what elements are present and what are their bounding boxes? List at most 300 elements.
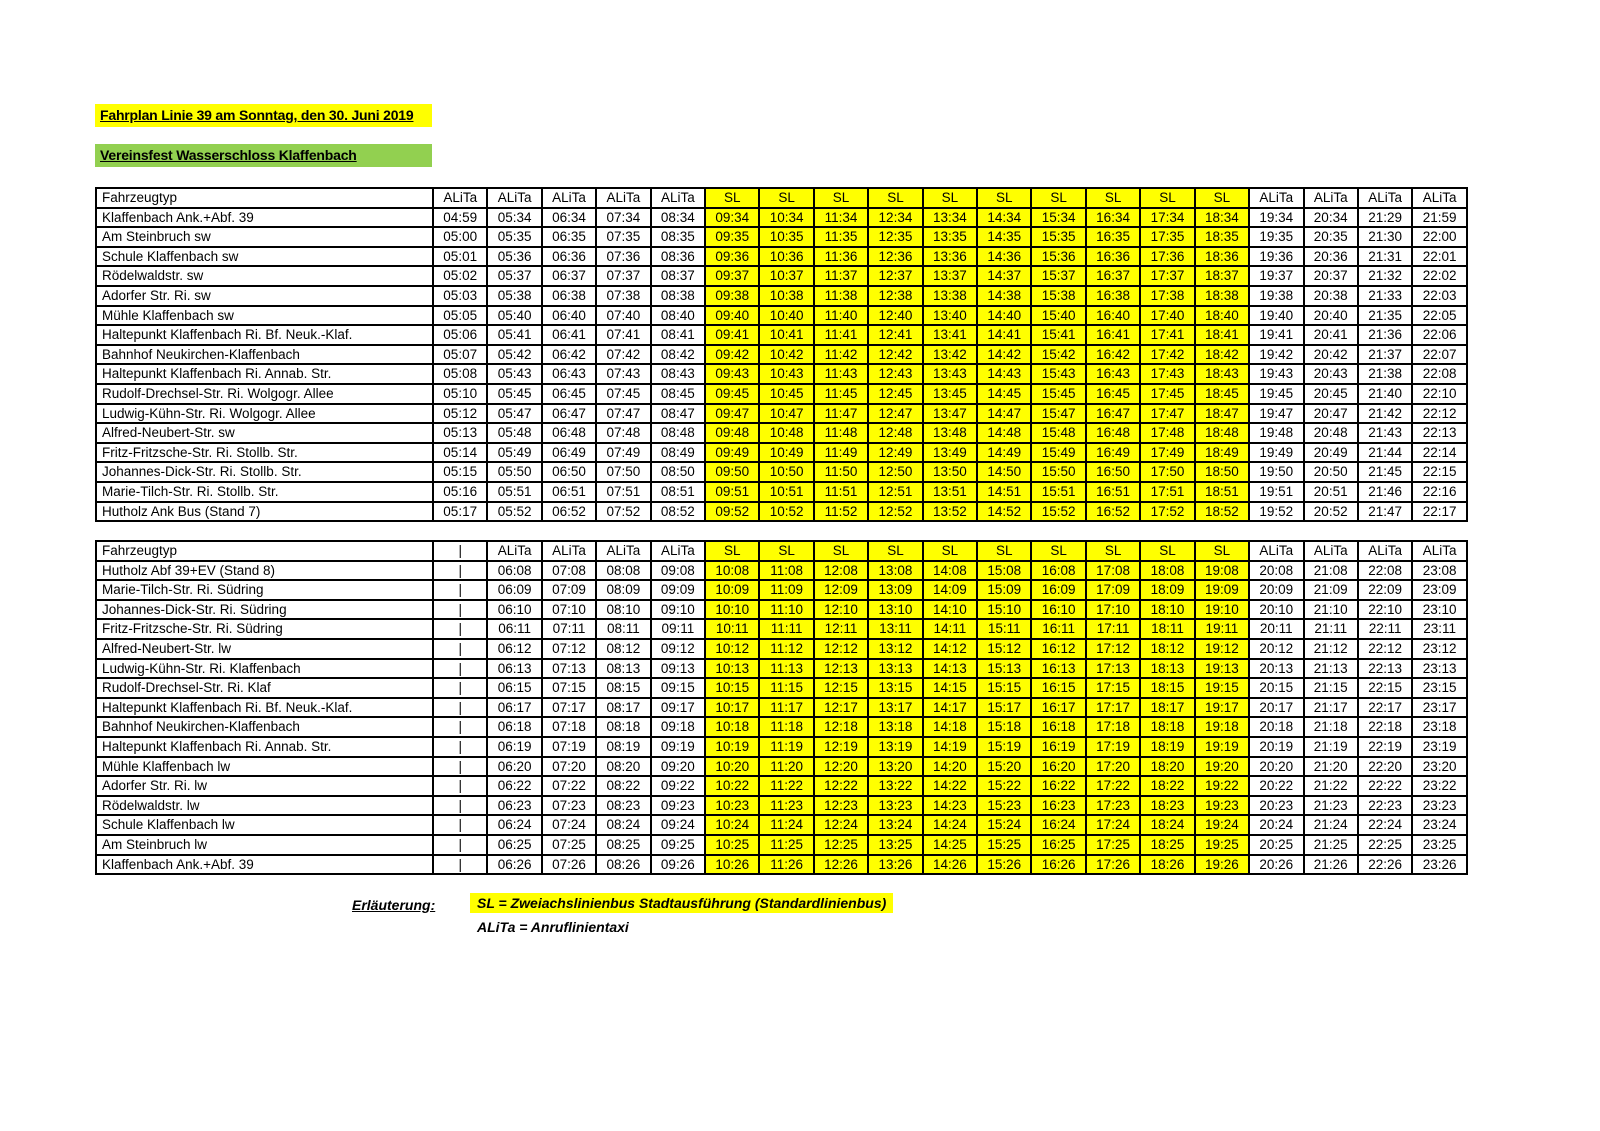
time-cell: 12:25	[814, 835, 868, 855]
time-cell: 20:43	[1304, 364, 1358, 384]
time-cell: 22:14	[1412, 443, 1467, 463]
time-cell: 17:43	[1140, 364, 1194, 384]
time-cell: 10:36	[759, 247, 813, 267]
time-cell: 18:52	[1195, 502, 1249, 522]
table-row	[96, 286, 1467, 306]
time-cell: 17:24	[1086, 815, 1140, 835]
table-row	[96, 462, 1467, 482]
time-cell: 15:15	[977, 678, 1031, 698]
time-cell: 15:26	[977, 855, 1031, 875]
time-cell: 08:19	[596, 737, 650, 757]
time-cell: 09:22	[651, 776, 705, 796]
time-cell: 20:50	[1304, 462, 1358, 482]
time-cell: 11:20	[759, 757, 813, 777]
time-cell: 19:47	[1249, 404, 1303, 424]
time-cell: 18:15	[1140, 678, 1194, 698]
time-cell: 16:26	[1031, 855, 1085, 875]
time-cell: 14:37	[977, 266, 1031, 286]
time-cell: 11:38	[814, 286, 868, 306]
table-row	[96, 678, 1467, 698]
time-cell: 22:08	[1412, 364, 1467, 384]
time-cell: 08:38	[651, 286, 705, 306]
time-cell: 21:17	[1304, 698, 1358, 718]
time-cell: 05:51	[487, 482, 541, 502]
time-cell: 21:22	[1304, 776, 1358, 796]
time-cell: 13:52	[923, 502, 977, 522]
time-cell: 13:41	[923, 325, 977, 345]
time-cell: 21:37	[1358, 345, 1412, 365]
time-cell: 10:08	[705, 561, 759, 581]
time-cell: 16:13	[1031, 659, 1085, 679]
time-cell: 22:07	[1412, 345, 1467, 365]
time-cell: 05:48	[487, 423, 541, 443]
table-row	[96, 423, 1467, 443]
time-cell: 07:49	[596, 443, 650, 463]
time-cell: 11:23	[759, 796, 813, 816]
time-cell: 06:09	[487, 580, 541, 600]
time-cell: 21:18	[1304, 717, 1358, 737]
time-cell: 08:40	[651, 306, 705, 326]
time-cell: 04:59	[433, 208, 487, 228]
time-cell: 09:47	[705, 404, 759, 424]
vehicle-type-col-header: SL	[1086, 188, 1140, 208]
time-cell: 11:25	[759, 835, 813, 855]
time-cell: 06:35	[542, 227, 596, 247]
time-cell: 08:41	[651, 325, 705, 345]
continuation-bar-cell: |	[433, 717, 487, 737]
time-cell: 12:19	[814, 737, 868, 757]
time-cell: 10:52	[759, 502, 813, 522]
time-cell: 23:08	[1412, 561, 1467, 581]
time-cell: 08:35	[651, 227, 705, 247]
time-cell: 05:45	[487, 384, 541, 404]
time-cell: 18:41	[1195, 325, 1249, 345]
time-cell: 23:17	[1412, 698, 1467, 718]
continuation-bar-cell: |	[433, 737, 487, 757]
time-cell: 06:13	[487, 659, 541, 679]
time-cell: 12:24	[814, 815, 868, 835]
time-cell: 14:09	[923, 580, 977, 600]
time-cell: 17:52	[1140, 502, 1194, 522]
time-cell: 09:36	[705, 247, 759, 267]
time-cell: 14:34	[977, 208, 1031, 228]
stop-name-cell: Adorfer Str. Ri. sw	[96, 286, 433, 306]
stop-name-cell: Hutholz Abf 39+EV (Stand 8)	[96, 561, 433, 581]
table-row	[96, 619, 1467, 639]
time-cell: 11:49	[814, 443, 868, 463]
vehicle-type-col-header: SL	[977, 188, 1031, 208]
time-cell: 21:25	[1304, 835, 1358, 855]
time-cell: 15:18	[977, 717, 1031, 737]
vehicle-type-col-header: SL	[1140, 541, 1194, 561]
time-cell: 10:11	[705, 619, 759, 639]
time-cell: 10:47	[759, 404, 813, 424]
time-cell: 15:40	[1031, 306, 1085, 326]
stop-name-cell: Mühle Klaffenbach lw	[96, 757, 433, 777]
time-cell: 05:36	[487, 247, 541, 267]
time-cell: 11:52	[814, 502, 868, 522]
time-cell: 18:37	[1195, 266, 1249, 286]
time-cell: 10:15	[705, 678, 759, 698]
time-cell: 06:24	[487, 815, 541, 835]
time-cell: 11:34	[814, 208, 868, 228]
time-cell: 09:19	[651, 737, 705, 757]
time-cell: 21:32	[1358, 266, 1412, 286]
time-cell: 13:22	[868, 776, 922, 796]
time-cell: 12:50	[868, 462, 922, 482]
time-cell: 08:13	[596, 659, 650, 679]
time-cell: 13:12	[868, 639, 922, 659]
time-cell: 09:11	[651, 619, 705, 639]
time-cell: 13:26	[868, 855, 922, 875]
time-cell: 10:48	[759, 423, 813, 443]
time-cell: 05:38	[487, 286, 541, 306]
time-cell: 06:26	[487, 855, 541, 875]
time-cell: 12:08	[814, 561, 868, 581]
time-cell: 07:11	[542, 619, 596, 639]
time-cell: 06:51	[542, 482, 596, 502]
time-cell: 21:47	[1358, 502, 1412, 522]
time-cell: 21:59	[1412, 208, 1467, 228]
time-cell: 21:12	[1304, 639, 1358, 659]
time-cell: 18:18	[1140, 717, 1194, 737]
time-cell: 12:10	[814, 600, 868, 620]
time-cell: 19:41	[1249, 325, 1303, 345]
time-cell: 14:13	[923, 659, 977, 679]
time-cell: 07:25	[542, 835, 596, 855]
time-cell: 15:47	[1031, 404, 1085, 424]
time-cell: 22:25	[1358, 835, 1412, 855]
time-cell: 20:19	[1249, 737, 1303, 757]
time-cell: 06:45	[542, 384, 596, 404]
time-cell: 13:15	[868, 678, 922, 698]
time-cell: 13:08	[868, 561, 922, 581]
time-cell: 11:36	[814, 247, 868, 267]
time-cell: 15:52	[1031, 502, 1085, 522]
time-cell: 12:42	[868, 345, 922, 365]
time-cell: 13:24	[868, 815, 922, 835]
time-cell: 10:35	[759, 227, 813, 247]
stop-name-cell: Adorfer Str. Ri. lw	[96, 776, 433, 796]
time-cell: 17:41	[1140, 325, 1194, 345]
time-cell: 14:50	[977, 462, 1031, 482]
stop-name-cell: Ludwig-Kühn-Str. Ri. Wolgogr. Allee	[96, 404, 433, 424]
vehicle-type-col-header: SL	[923, 541, 977, 561]
time-cell: 15:35	[1031, 227, 1085, 247]
time-cell: 09:23	[651, 796, 705, 816]
time-cell: 12:20	[814, 757, 868, 777]
time-cell: 13:40	[923, 306, 977, 326]
continuation-bar-cell: |	[433, 815, 487, 835]
time-cell: 18:48	[1195, 423, 1249, 443]
time-cell: 18:34	[1195, 208, 1249, 228]
stop-name-cell: Klaffenbach Ank.+Abf. 39	[96, 208, 433, 228]
vehicle-type-col-header: SL	[1195, 188, 1249, 208]
continuation-bar-cell: |	[433, 796, 487, 816]
time-cell: 06:17	[487, 698, 541, 718]
time-cell: 17:34	[1140, 208, 1194, 228]
table-row	[96, 345, 1467, 365]
time-cell: 11:42	[814, 345, 868, 365]
stop-name-cell: Johannes-Dick-Str. Ri. Südring	[96, 600, 433, 620]
time-cell: 13:36	[923, 247, 977, 267]
vehicle-type-col-header: ALiTa	[542, 188, 596, 208]
time-cell: 05:06	[433, 325, 487, 345]
time-cell: 17:51	[1140, 482, 1194, 502]
time-cell: 13:45	[923, 384, 977, 404]
table-row	[96, 835, 1467, 855]
time-cell: 19:09	[1195, 580, 1249, 600]
time-cell: 20:48	[1304, 423, 1358, 443]
time-cell: 15:11	[977, 619, 1031, 639]
time-cell: 20:49	[1304, 443, 1358, 463]
time-cell: 15:25	[977, 835, 1031, 855]
time-cell: 19:36	[1249, 247, 1303, 267]
time-cell: 14:35	[977, 227, 1031, 247]
time-cell: 15:23	[977, 796, 1031, 816]
continuation-bar-cell: |	[433, 855, 487, 875]
time-cell: 17:13	[1086, 659, 1140, 679]
time-cell: 07:26	[542, 855, 596, 875]
time-cell: 20:13	[1249, 659, 1303, 679]
time-cell: 06:23	[487, 796, 541, 816]
time-cell: 06:42	[542, 345, 596, 365]
time-cell: 10:40	[759, 306, 813, 326]
time-cell: 17:11	[1086, 619, 1140, 639]
time-cell: 18:20	[1140, 757, 1194, 777]
stop-name-cell: Schule Klaffenbach sw	[96, 247, 433, 267]
time-cell: 07:20	[542, 757, 596, 777]
time-cell: 14:43	[977, 364, 1031, 384]
time-cell: 12:26	[814, 855, 868, 875]
time-cell: 15:20	[977, 757, 1031, 777]
vehicle-type-col-header: SL	[1031, 188, 1085, 208]
time-cell: 07:17	[542, 698, 596, 718]
time-cell: 17:18	[1086, 717, 1140, 737]
time-cell: 22:09	[1358, 580, 1412, 600]
vehicle-type-col-header: ALiTa	[1358, 541, 1412, 561]
table-row	[96, 757, 1467, 777]
time-cell: 14:36	[977, 247, 1031, 267]
time-cell: 17:23	[1086, 796, 1140, 816]
time-cell: 20:25	[1249, 835, 1303, 855]
time-cell: 06:25	[487, 835, 541, 855]
time-cell: 14:25	[923, 835, 977, 855]
time-cell: 08:10	[596, 600, 650, 620]
time-cell: 14:40	[977, 306, 1031, 326]
time-cell: 19:51	[1249, 482, 1303, 502]
time-cell: 22:13	[1358, 659, 1412, 679]
time-cell: 18:23	[1140, 796, 1194, 816]
time-cell: 10:51	[759, 482, 813, 502]
time-cell: 07:36	[596, 247, 650, 267]
time-cell: 15:36	[1031, 247, 1085, 267]
time-cell: 19:23	[1195, 796, 1249, 816]
time-cell: 17:19	[1086, 737, 1140, 757]
time-cell: 19:38	[1249, 286, 1303, 306]
stop-name-cell: Fritz-Fritzsche-Str. Ri. Stollb. Str.	[96, 443, 433, 463]
stop-name-cell: Haltepunkt Klaffenbach Ri. Annab. Str.	[96, 364, 433, 384]
time-cell: 12:15	[814, 678, 868, 698]
vehicle-type-col-header: SL	[759, 188, 813, 208]
stop-name-cell: Alfred-Neubert-Str. sw	[96, 423, 433, 443]
time-cell: 11:50	[814, 462, 868, 482]
time-cell: 14:18	[923, 717, 977, 737]
time-cell: 06:47	[542, 404, 596, 424]
time-cell: 22:17	[1358, 698, 1412, 718]
stop-name-cell: Rödelwaldstr. lw	[96, 796, 433, 816]
time-cell: 18:35	[1195, 227, 1249, 247]
time-cell: 06:12	[487, 639, 541, 659]
table-row	[96, 600, 1467, 620]
time-cell: 17:12	[1086, 639, 1140, 659]
vehicle-type-col-header: SL	[814, 541, 868, 561]
table-row	[96, 776, 1467, 796]
time-cell: 22:23	[1358, 796, 1412, 816]
time-cell: 09:13	[651, 659, 705, 679]
time-cell: 20:38	[1304, 286, 1358, 306]
time-cell: 14:42	[977, 345, 1031, 365]
continuation-bar-cell: |	[433, 659, 487, 679]
stop-name-cell: Schule Klaffenbach lw	[96, 815, 433, 835]
time-cell: 05:35	[487, 227, 541, 247]
vehicle-type-col-header: ALiTa	[1304, 541, 1358, 561]
vehicle-type-col-header: ALiTa	[1304, 188, 1358, 208]
time-cell: 05:07	[433, 345, 487, 365]
time-cell: 14:26	[923, 855, 977, 875]
time-cell: 09:09	[651, 580, 705, 600]
time-cell: 19:19	[1195, 737, 1249, 757]
time-cell: 09:48	[705, 423, 759, 443]
stop-name-cell: Johannes-Dick-Str. Ri. Stollb. Str.	[96, 462, 433, 482]
time-cell: 20:51	[1304, 482, 1358, 502]
time-cell: 21:44	[1358, 443, 1412, 463]
time-cell: 19:34	[1249, 208, 1303, 228]
time-cell: 15:38	[1031, 286, 1085, 306]
time-cell: 08:24	[596, 815, 650, 835]
time-cell: 16:20	[1031, 757, 1085, 777]
time-cell: 17:35	[1140, 227, 1194, 247]
time-cell: 20:15	[1249, 678, 1303, 698]
time-cell: 22:01	[1412, 247, 1467, 267]
stop-name-cell: Fritz-Fritzsche-Str. Ri. Südring	[96, 619, 433, 639]
time-cell: 21:35	[1358, 306, 1412, 326]
time-cell: 09:40	[705, 306, 759, 326]
time-cell: 16:48	[1086, 423, 1140, 443]
time-cell: 22:22	[1358, 776, 1412, 796]
time-cell: 16:34	[1086, 208, 1140, 228]
time-cell: 10:20	[705, 757, 759, 777]
time-cell: 13:19	[868, 737, 922, 757]
time-cell: 05:14	[433, 443, 487, 463]
stop-name-cell: Rudolf-Drechsel-Str. Ri. Klaf	[96, 678, 433, 698]
time-cell: 12:12	[814, 639, 868, 659]
time-cell: 19:43	[1249, 364, 1303, 384]
time-cell: 22:10	[1358, 600, 1412, 620]
table-row	[96, 561, 1467, 581]
time-cell: 18:11	[1140, 619, 1194, 639]
time-cell: 07:22	[542, 776, 596, 796]
table-row	[96, 717, 1467, 737]
time-cell: 19:20	[1195, 757, 1249, 777]
time-cell: 08:36	[651, 247, 705, 267]
time-cell: 05:08	[433, 364, 487, 384]
vehicle-type-col-header: SL	[868, 541, 922, 561]
time-cell: 14:52	[977, 502, 1031, 522]
time-cell: 23:18	[1412, 717, 1467, 737]
time-cell: 09:52	[705, 502, 759, 522]
time-cell: 14:38	[977, 286, 1031, 306]
stop-name-cell: Bahnhof Neukirchen-Klaffenbach	[96, 717, 433, 737]
continuation-bar-cell: |	[433, 835, 487, 855]
stop-name-cell: Mühle Klaffenbach sw	[96, 306, 433, 326]
time-cell: 14:08	[923, 561, 977, 581]
continuation-bar-cell: |	[433, 600, 487, 620]
time-cell: 16:15	[1031, 678, 1085, 698]
time-cell: 13:49	[923, 443, 977, 463]
time-cell: 07:51	[596, 482, 650, 502]
time-cell: 21:10	[1304, 600, 1358, 620]
vehicle-type-col-header: ALiTa	[596, 541, 650, 561]
time-cell: 18:43	[1195, 364, 1249, 384]
time-cell: 08:17	[596, 698, 650, 718]
time-cell: 07:34	[596, 208, 650, 228]
header-row	[96, 541, 1467, 561]
time-cell: 11:37	[814, 266, 868, 286]
time-cell: 08:12	[596, 639, 650, 659]
time-cell: 07:37	[596, 266, 650, 286]
time-cell: 06:41	[542, 325, 596, 345]
time-cell: 05:50	[487, 462, 541, 482]
time-cell: 09:20	[651, 757, 705, 777]
stop-name-cell: Marie-Tilch-Str. Ri. Stollb. Str.	[96, 482, 433, 502]
time-cell: 08:08	[596, 561, 650, 581]
time-cell: 08:48	[651, 423, 705, 443]
time-cell: 21:19	[1304, 737, 1358, 757]
time-cell: 08:49	[651, 443, 705, 463]
time-cell: 07:23	[542, 796, 596, 816]
time-cell: 17:48	[1140, 423, 1194, 443]
time-cell: 08:34	[651, 208, 705, 228]
time-cell: 05:10	[433, 384, 487, 404]
time-cell: 20:37	[1304, 266, 1358, 286]
time-cell: 06:43	[542, 364, 596, 384]
continuation-bar-cell: |	[433, 619, 487, 639]
time-cell: 21:40	[1358, 384, 1412, 404]
time-cell: 05:43	[487, 364, 541, 384]
time-cell: 13:20	[868, 757, 922, 777]
time-cell: 10:45	[759, 384, 813, 404]
time-cell: 22:18	[1358, 717, 1412, 737]
time-cell: 16:19	[1031, 737, 1085, 757]
time-cell: 10:13	[705, 659, 759, 679]
time-cell: 07:48	[596, 423, 650, 443]
time-cell: 13:09	[868, 580, 922, 600]
time-cell: 18:08	[1140, 561, 1194, 581]
time-cell: 09:26	[651, 855, 705, 875]
time-cell: 14:49	[977, 443, 1031, 463]
time-cell: 05:49	[487, 443, 541, 463]
time-cell: 19:48	[1249, 423, 1303, 443]
time-cell: 16:37	[1086, 266, 1140, 286]
time-cell: 05:42	[487, 345, 541, 365]
time-cell: 06:22	[487, 776, 541, 796]
time-cell: 06:34	[542, 208, 596, 228]
time-cell: 15:45	[1031, 384, 1085, 404]
time-cell: 09:43	[705, 364, 759, 384]
time-cell: 16:49	[1086, 443, 1140, 463]
time-cell: 19:22	[1195, 776, 1249, 796]
